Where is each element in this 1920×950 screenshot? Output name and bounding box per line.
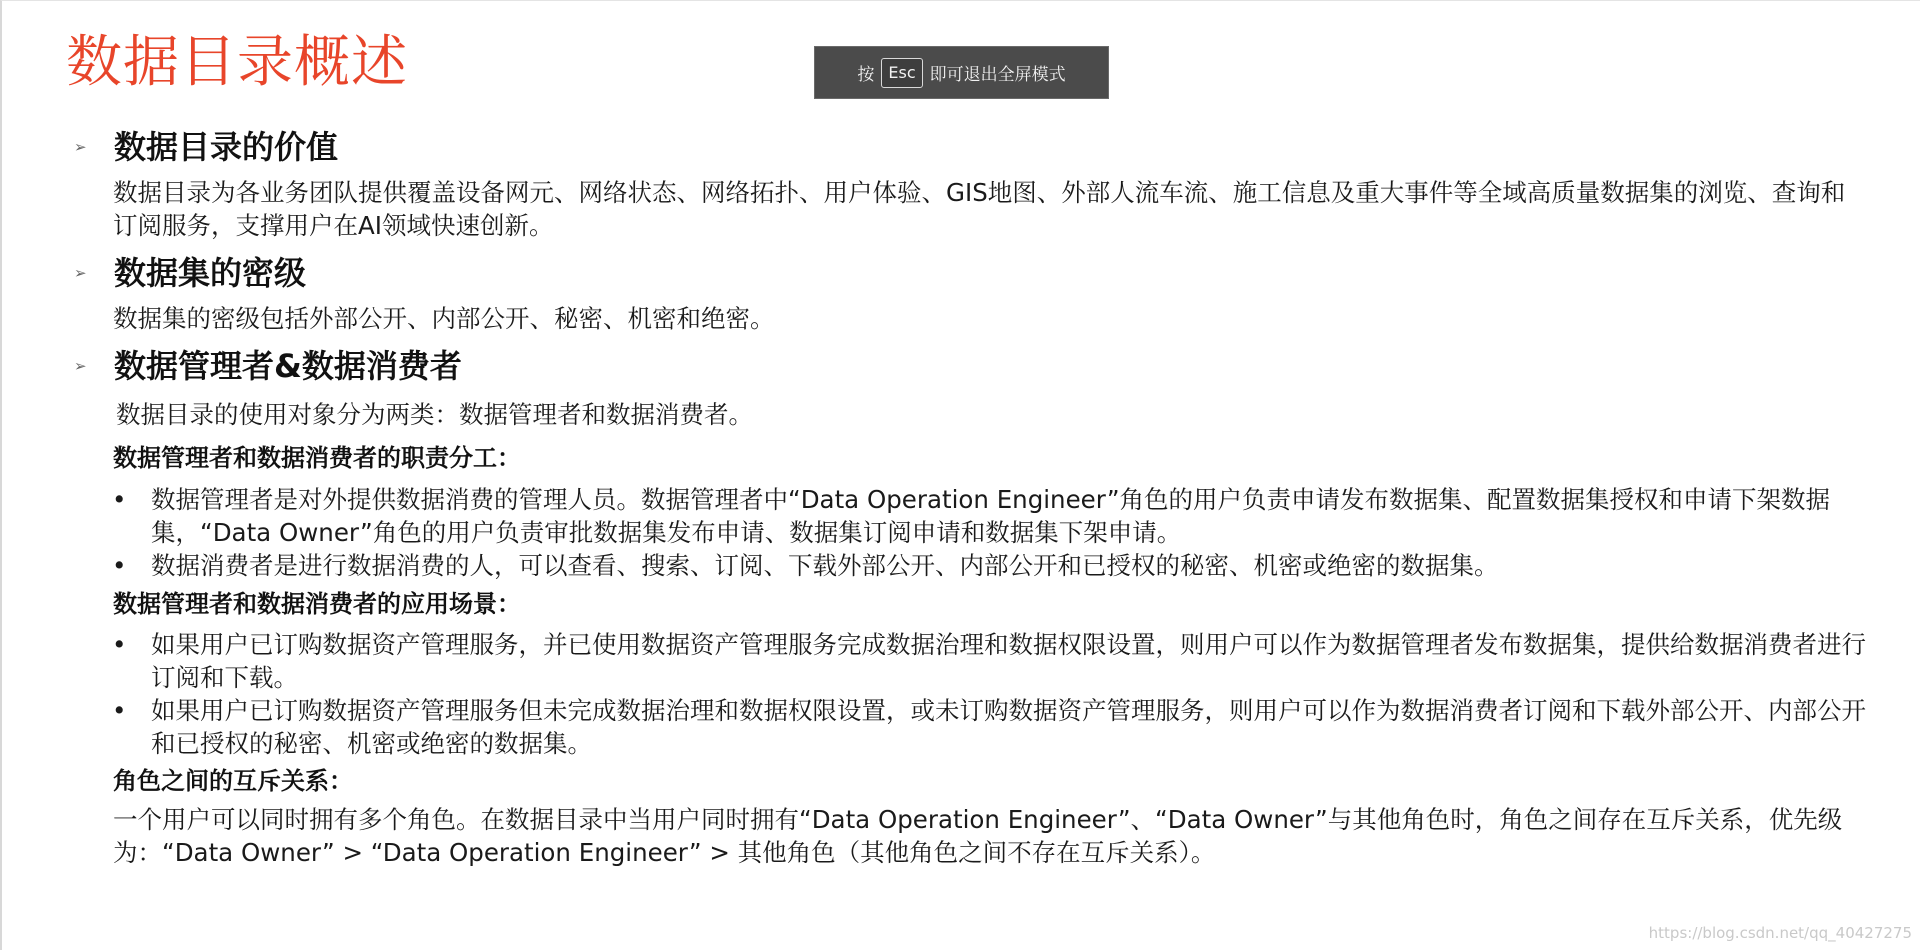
toast-prefix: 按 bbox=[857, 65, 875, 85]
arrow-bullet-icon: ➢ bbox=[74, 357, 87, 375]
section-body-classification: 数据集的密级包括外部公开、内部公开、秘密、机密和绝密。 bbox=[113, 304, 775, 333]
scenarios-subheading: 数据管理者和数据消费者的应用场景： bbox=[113, 590, 521, 618]
section-heading-label: 数据目录的价值 bbox=[114, 128, 339, 166]
list-item-text: 如果用户已订购数据资产管理服务，并已使用数据资产管理服务完成数据治理和数据权限设置，则用户可以作为数据管理者发布数据集，提供给数据消费者进行订阅和下载。 bbox=[151, 630, 1866, 692]
section-heading-label: 数据管理者&数据消费者 bbox=[114, 347, 462, 385]
arrow-bullet-icon: ➢ bbox=[74, 264, 87, 282]
list-item bbox=[112, 483, 1872, 549]
section-body-value: 数据目录为各业务团队提供覆盖设备网元、网络状态、网络拓扑、用户体验、GIS地图、外部人流车流、施工信息及重大事件等全域高质量数据集的浏览、查询和订阅服务，支撑用户在AI领域快速创新。 bbox=[113, 178, 1846, 240]
bullet-dot-icon: • bbox=[112, 630, 127, 659]
section-heading-label: 数据集的密级 bbox=[114, 254, 307, 292]
esc-key-badge: Esc bbox=[881, 58, 922, 88]
list-item bbox=[112, 549, 1872, 582]
arrow-bullet-icon: ➢ bbox=[74, 138, 87, 156]
section-heading-value bbox=[74, 127, 338, 167]
bullet-dot-icon: • bbox=[112, 696, 127, 725]
list-item-text: 数据消费者是进行数据消费的人，可以查看、搜索、订阅、下载外部公开、内部公开和已授权的秘密、机密或绝密的数据集。 bbox=[151, 551, 1499, 580]
exit-fullscreen-toast bbox=[814, 46, 1109, 99]
watermark-text: https://blog.csdn.net/qq_40427275 bbox=[1648, 924, 1912, 942]
duties-subheading: 数据管理者和数据消费者的职责分工： bbox=[113, 444, 521, 472]
slide-title: 数据目录概述 bbox=[66, 30, 408, 95]
list-item-text: 如果用户已订购数据资产管理服务但未完成数据治理和数据权限设置，或未订购数据资产管理服务，则用户可以作为数据消费者订阅和下载外部公开、内部公开和已授权的秘密、机密或绝密的数据集。 bbox=[151, 696, 1866, 758]
toast-suffix: 即可退出全屏模式 bbox=[929, 65, 1066, 85]
bullet-dot-icon: • bbox=[112, 485, 127, 514]
section-heading-classification bbox=[74, 253, 306, 293]
section-body-roles: 数据目录的使用对象分为两类：数据管理者和数据消费者。 bbox=[116, 400, 753, 429]
roles-body: 一个用户可以同时拥有多个角色。在数据目录中当用户同时拥有“Data Operation Engineer”、“Data Owner”与其他角色时，角色之间存在互斥关系，优先级为：“Data Owner” > “Data Operation Engineer” > 其他角色（其他角色之间不存在互斥关系）。 bbox=[113, 805, 1843, 867]
roles-subheading: 角色之间的互斥关系： bbox=[113, 767, 353, 795]
bullet-dot-icon: • bbox=[112, 551, 127, 580]
list-item bbox=[112, 694, 1872, 760]
list-item bbox=[112, 628, 1872, 694]
section-heading-roles bbox=[74, 346, 462, 386]
list-item-text: 数据管理者是对外提供数据消费的管理人员。数据管理者中“Data Operation Engineer”角色的用户负责申请发布数据集、配置数据集授权和申请下架数据集，“Data Owner”角色的用户负责审批数据集发布申请、数据集订阅申请和数据集下架申请。 bbox=[151, 485, 1831, 547]
